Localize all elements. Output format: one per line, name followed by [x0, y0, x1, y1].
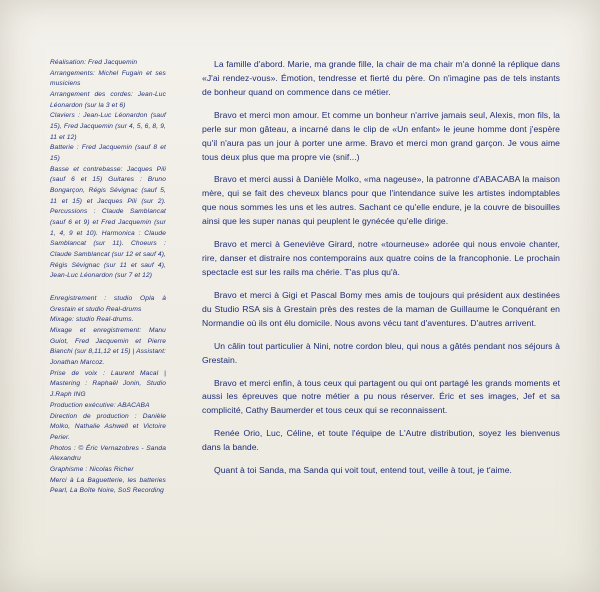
liner-notes-paragraph: Bravo et merci à Gigi et Pascal Bomy mes amis de toujours qui président aux destinées du Studio RSA sis à Grestain près des restes de la maman de Guillaume le Conquérant en Normandie où ils ont élu domicile. Nous avons vécu tant d'aventures. D'autres arrivent.	[202, 289, 560, 328]
liner-notes-paragraph: La famille d'abord. Marie, ma grande fille, la chair de ma chair m'a donné la réplique dans «J'ai rendez-vous». Émotion, tendresse et fierté du père. On n'imagine pas de tels instants de bonheur quand on commence dans ce métier.	[202, 59, 560, 97]
credit-line: Arrangement des cordes: Jean-Luc Léonardon (sur la 3 et 6)	[50, 91, 166, 109]
liner-notes-paragraph: Un câlin tout particulier à Nini, notre cordon bleu, qui nous a gâtés pendant nos séjours à Grestain.	[202, 340, 560, 365]
production-credits-block	[50, 58, 166, 282]
credit-line: Prise de voix : Laurent Macal | Mastering : Raphaël Jonin, Studio J.Raph ING	[50, 369, 166, 399]
two-column-layout	[0, 58, 600, 592]
credit-line: Production exécutive: ABACABA	[50, 401, 150, 409]
credit-line: Direction de production : Danièle Molko, Nathalie Ashwell et Victoire Perier.	[50, 412, 166, 441]
credit-line: Réalisation: Fred Jacquemin	[50, 59, 138, 66]
recording-credits-block	[50, 294, 166, 497]
credit-line: Photos : © Éric Vernazobres - Sanda Alexandru	[50, 444, 166, 463]
liner-notes-paragraph: Quant à toi Sanda, ma Sanda qui voit tout, entend tout, veille à tout, je t'aime.	[214, 465, 512, 476]
credit-line: Claviers : Jean-Luc Léonardon (sauf 15), Fred Jacquemin (sur 4, 5, 6, 8, 9, 11 et 12)	[50, 112, 166, 141]
credits-column	[0, 58, 176, 592]
liner-notes-column	[176, 58, 600, 592]
liner-notes-paragraph: Renée Orio, Luc, Céline, et toute l'équipe de L'Autre distribution, soyez les bienvenus dans la bande.	[202, 428, 560, 453]
credit-line: Enregistrement : studio Opla à Grestain et studio Real-drums	[50, 295, 166, 313]
credit-line: Basse et contrebasse: Jacques Pili (sauf 6 et 15) Guitares : Bruno Bongarçon, Régis Sévignac (sauf 5, 11 et 15) et Jacques Pili (sur 2). Percussions : Claude Samblancat (sauf 6 et 9) et Fred Jacquemin (sur 1, 4, 9 et 10). Harmonica : Claude Samblancat (sur 11). Choeurs : Claude Samblancat (sur 12 et sauf 4), Régis Sévignac (sur 11 et sauf 4), Jean-Luc Léonardon (sur 7 et 12)	[50, 165, 166, 280]
credit-line: Mixage et enregistrement: Manu Guiot, Fred Jacquemin et Pierre Bianchi (sur 8,11,12 et 15) | Assistant: Jonathan Marcoz.	[50, 327, 166, 367]
credit-line: Merci à La Baguetterie, les batteries Pearl, La Boîte Noire, SoS Recording	[50, 476, 166, 495]
liner-notes-paragraph: Bravo et merci à Geneviève Girard, notre «tourneuse» adorée qui nous envoie chanter, rire, danser et distraire nos contemporains aux quatre coins de la francophonie. Le prochain spectacle est sur les rails ma chérie. T'as plus qu'à.	[202, 239, 560, 277]
credit-line: Arrangements: Michel Fugain et ses musiciens	[50, 69, 166, 88]
liner-notes-paragraph: Bravo et merci aussi à Danièle Molko, «ma nageuse», la patronne d'ABACABA la maison mère, qui se fait des cheveux blancs pour que l'intendance suive les artistes indomptables que nous sommes les uns et les autres. Sachant ce qu'elle endure, je la couvre de bisouilles ainsi que les super nanas qui peuplent le gynécée qu'elle dirige.	[202, 174, 560, 227]
credit-line: Graphisme : Nicolas Richer	[50, 465, 134, 473]
credit-line: Batterie : Fred Jacquemin (sauf 8 et 15)	[50, 144, 166, 163]
credit-line: Mixage: studio Real-drums.	[50, 316, 134, 324]
liner-notes-paragraph: Bravo et merci mon amour. Et comme un bonheur n'arrive jamais seul, Alexis, mon fils, la perle sur mon gâteau, a incarné dans le clip de «Un enfant» le jeune homme dont j'espère qu'il n'aura pas un jour à porter une arme. Bravo et merci mon grand garçon. Je vous aime tous deux plus que ma propre vie (snif...)	[202, 109, 560, 162]
liner-notes-paragraph: Bravo et merci enfin, à tous ceux qui partagent ou qui ont partagé les grands moments et aussi les épreuves que notre métier a pu nous réserver. Éric et ses images, Jef et sa complicité, Cathy Baumerder et tous ceux qui se reconnaissent.	[202, 377, 560, 416]
